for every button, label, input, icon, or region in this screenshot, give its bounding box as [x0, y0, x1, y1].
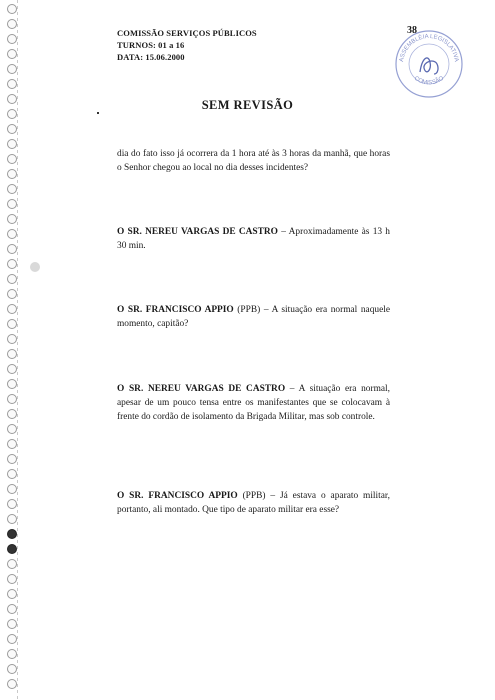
binder-hole: [7, 529, 17, 539]
binder-hole: [7, 484, 17, 494]
binder-hole: [7, 154, 17, 164]
paragraph-text: – Aproximadamente às 13 h 30 min.: [117, 227, 390, 251]
page-number: 38: [407, 25, 417, 36]
binder-hole: [7, 79, 17, 89]
speaker-name: O SR. FRANCISCO APPIO: [117, 305, 234, 315]
paragraph-text: dia do fato isso já ocorrera da 1 hora até às 3 horas da manhã, que horas o Senhor chegou ao local no dia desses incidentes?: [117, 149, 390, 173]
binder-hole: [7, 589, 17, 599]
binder-hole: [7, 574, 17, 584]
binder-hole: [7, 424, 17, 434]
paragraph-text: – A situação era normal, apesar de um pouco tensa entre os manifestantes que se colocavam à frente do cordão de isolamento da Brigada Militar, mas sob controle.: [117, 384, 390, 422]
header-committee: COMISSÃO SERVIÇOS PÚBLICOS: [117, 28, 257, 38]
binder-hole: [7, 334, 17, 344]
speaker-name: O SR. NEREU VARGAS DE CASTRO: [117, 384, 286, 394]
transcript-paragraph: [117, 147, 390, 175]
speaker-name: O SR. FRANCISCO APPIO: [117, 491, 238, 501]
binder-hole: [7, 634, 17, 644]
speaker-name: O SR. NEREU VARGAS DE CASTRO: [117, 227, 278, 237]
binder-hole: [7, 289, 17, 299]
binder-hole: [7, 124, 17, 134]
binder-hole: [7, 379, 17, 389]
binder-hole: [7, 259, 17, 269]
svg-text:ASSEMBLÉIA LEGISLATIVA: ASSEMBLÉIA LEGISLATIVA: [399, 33, 459, 63]
binder-hole: [7, 49, 17, 59]
document-header: [117, 27, 257, 63]
binder-hole: [7, 679, 17, 689]
transcript-paragraph: [117, 303, 390, 331]
paragraph-text: – A situação era normal naquele momento, capitão?: [117, 305, 390, 329]
binder-hole: [7, 349, 17, 359]
binder-hole: [7, 439, 17, 449]
svg-text:COMISSÃO: COMISSÃO: [412, 75, 446, 87]
binder-hole: [7, 604, 17, 614]
transcript-paragraph: [117, 225, 390, 253]
transcript-paragraph: [117, 489, 390, 517]
revision-status-title: SEM REVISÃO: [201, 98, 294, 112]
paragraph-text: – Já estava o aparato militar, portanto, ali montado. Que tipo de aparato militar era esse?: [117, 491, 390, 515]
header-date: DATA: 15.06.2000: [117, 52, 185, 62]
binder-hole: [7, 169, 17, 179]
binder-hole: [7, 454, 17, 464]
speaker-party: (PPB): [233, 305, 261, 315]
binder-hole: [7, 199, 17, 209]
binder-hole: [7, 469, 17, 479]
binder-hole: [7, 499, 17, 509]
binder-hole: [7, 394, 17, 404]
binder-hole: [7, 514, 17, 524]
binder-hole: [7, 214, 17, 224]
binder-hole: [7, 64, 17, 74]
binder-hole: [7, 544, 17, 554]
speaker-party: (PPB): [237, 491, 266, 501]
binder-hole: [7, 319, 17, 329]
binder-hole: [7, 409, 17, 419]
binder-hole: [7, 244, 17, 254]
binder-hole: [7, 229, 17, 239]
binder-hole: [7, 19, 17, 29]
binder-hole: [7, 184, 17, 194]
binder-hole: [7, 619, 17, 629]
binder-hole: [7, 139, 17, 149]
binder-hole: [7, 34, 17, 44]
binder-hole: [7, 274, 17, 284]
header-shifts: TURNOS: 01 a 16: [117, 40, 185, 50]
binder-hole: [7, 364, 17, 374]
official-seal-stamp: [393, 28, 465, 100]
binder-hole: [7, 4, 17, 14]
margin-smudge: [30, 262, 40, 272]
binder-hole: [7, 649, 17, 659]
transcript-paragraph: [117, 382, 390, 424]
binder-hole: [7, 559, 17, 569]
binder-hole: [7, 304, 17, 314]
binder-hole: [7, 664, 17, 674]
